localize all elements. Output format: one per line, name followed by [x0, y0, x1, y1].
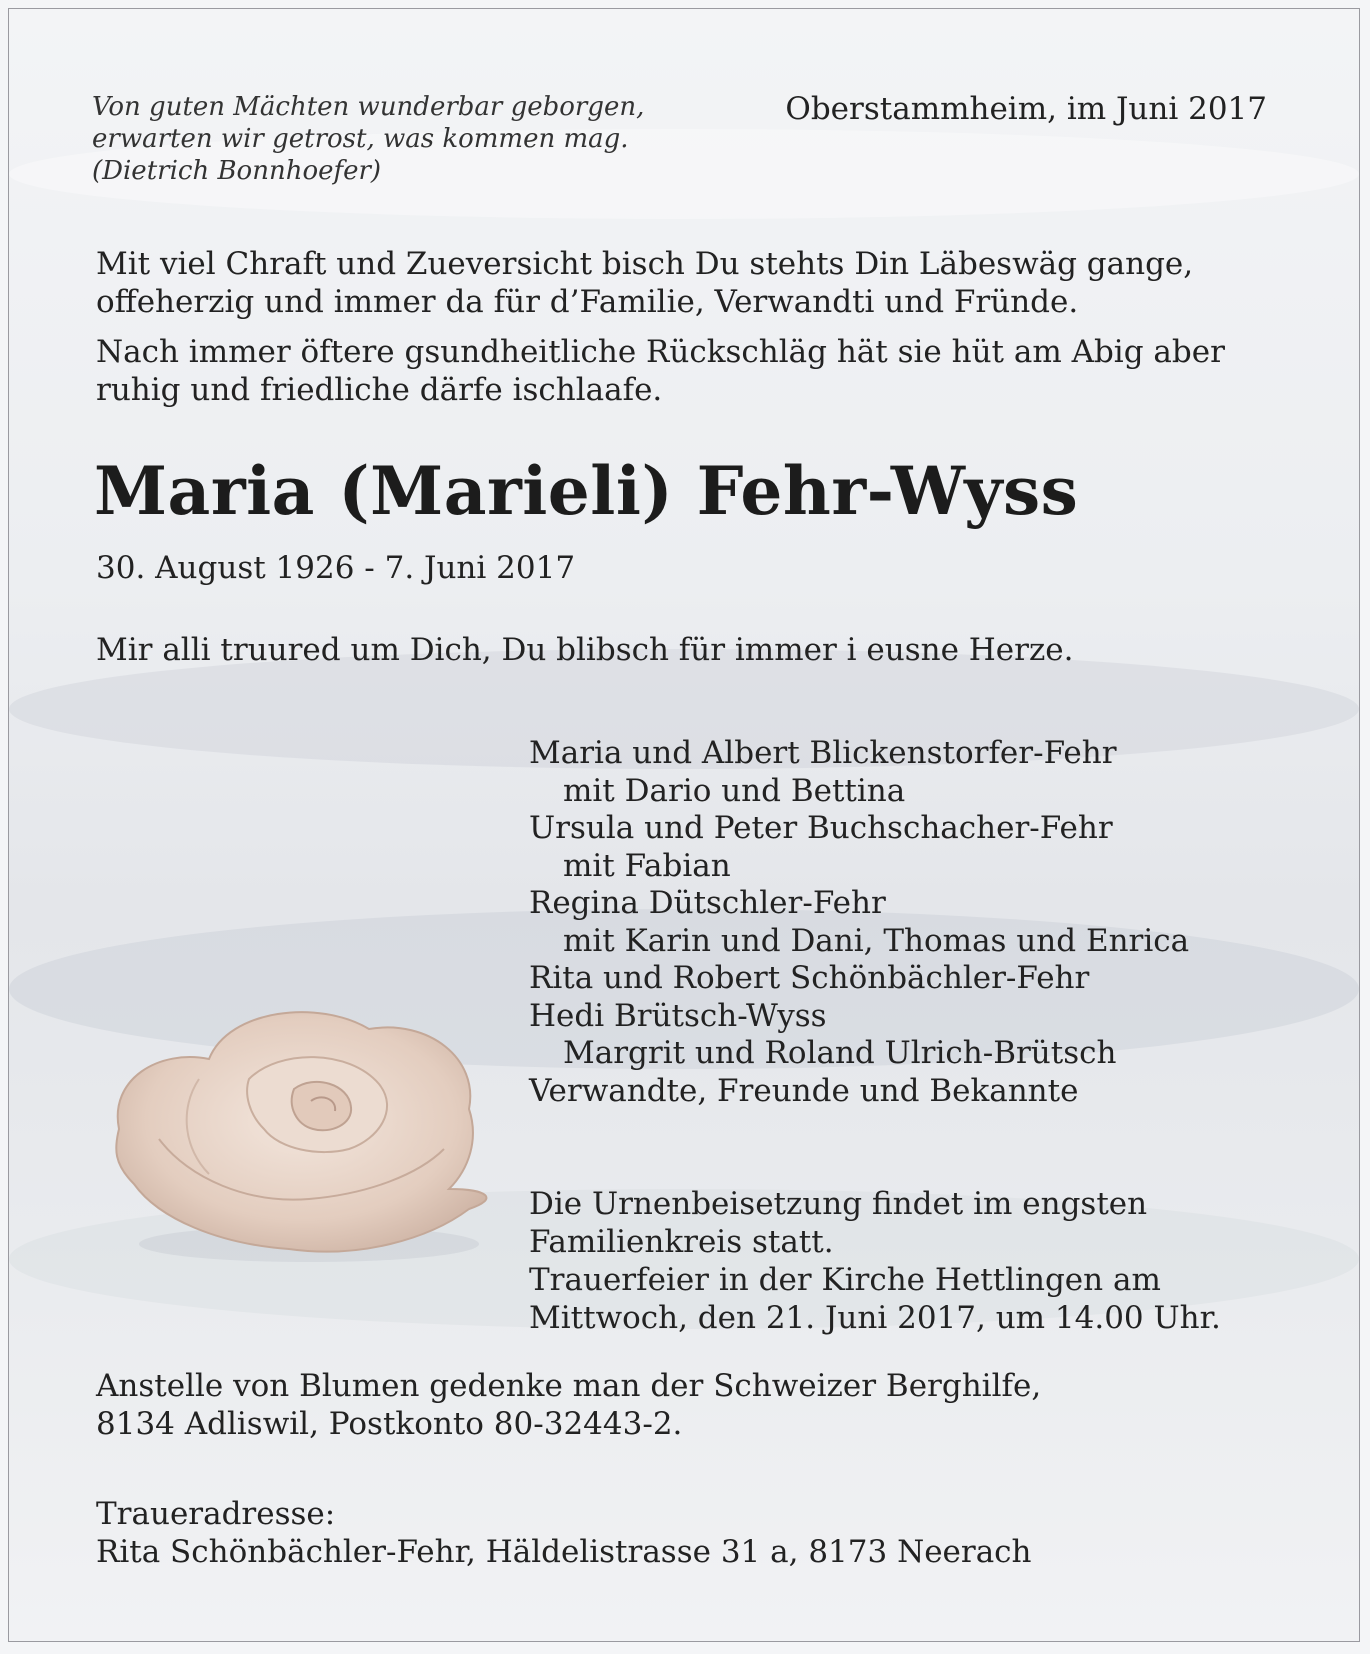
motto-author: (Dietrich Bonnhoefer) — [92, 156, 382, 186]
donation-line: 8134 Adliswil, Postkonto 80-32443-2. — [96, 1406, 683, 1442]
family-member: Margrit und Roland Ulrich-Brütsch — [563, 1035, 1117, 1071]
family-member: mit Fabian — [563, 847, 731, 884]
intro-line: Mit viel Chraft und Zueversicht bisch Du stehts Din Läbeswäg gange, — [96, 246, 1194, 282]
funeral-line: Mittwoch, den 21. Juni 2017, um 14.00 Uhr. — [529, 1300, 1221, 1336]
intro-line: ruhig und friedliche därfe ischlaafe. — [96, 372, 663, 408]
funeral-line: Trauerfeier in der Kirche Hettlingen am — [529, 1262, 1161, 1298]
funeral-line: Familienkreis statt. — [529, 1224, 834, 1260]
family-member: Verwandte, Freunde und Bekannte — [529, 1072, 1079, 1109]
intro-line: offeherzig und immer da für d’Familie, Verwandti und Fründe. — [96, 284, 1079, 320]
family-member: Regina Dütschler-Fehr — [529, 885, 886, 921]
intro-paragraph-1 — [96, 245, 1193, 321]
address-value: Rita Schönbächler-Fehr, Häldelistrasse 31 a, 8173 Neerach — [96, 1534, 1032, 1570]
intro-line: Nach immer öftere gsundheitliche Rückschläg hät sie hüt am Abig aber — [96, 334, 1225, 370]
family-list — [529, 735, 1189, 1110]
motto-quote — [92, 91, 644, 187]
motto-line: Von guten Mächten wunderbar geborgen, — [92, 92, 645, 122]
donation-line: Anstelle von Blumen gedenke man der Schweizer Berghilfe, — [96, 1368, 1042, 1404]
family-member: mit Dario und Bettina — [563, 772, 906, 809]
rose-icon — [99, 989, 519, 1269]
family-member: Hedi Brütsch-Wyss — [529, 997, 827, 1034]
deceased-name: Maria (Marieli) Fehr-Wyss — [94, 452, 1079, 530]
family-member: Maria und Albert Blickenstorfer-Fehr — [529, 735, 1117, 771]
donation-info — [96, 1367, 1041, 1443]
family-member: Rita und Robert Schönbächler-Fehr — [529, 960, 1090, 996]
mourning-address — [96, 1495, 1032, 1571]
life-dates: 30. August 1926 - 7. Juni 2017 — [96, 550, 576, 586]
mourning-line: Mir alli truured um Dich, Du blibsch für immer i eusne Herze. — [96, 632, 1074, 668]
family-member: mit Karin und Dani, Thomas und Enrica — [563, 922, 1190, 959]
motto-line: erwarten wir getrost, was kommen mag. — [92, 124, 629, 154]
funeral-line: Die Urnenbeisetzung findet im engsten — [529, 1186, 1148, 1222]
intro-paragraph-2 — [96, 333, 1225, 409]
family-member: Ursula und Peter Buchschacher-Fehr — [529, 810, 1113, 846]
obituary-page — [8, 8, 1360, 1642]
place-date: Oberstammheim, im Juni 2017 — [785, 91, 1267, 127]
address-label: Traueradresse: — [96, 1496, 336, 1532]
funeral-info — [529, 1185, 1221, 1337]
